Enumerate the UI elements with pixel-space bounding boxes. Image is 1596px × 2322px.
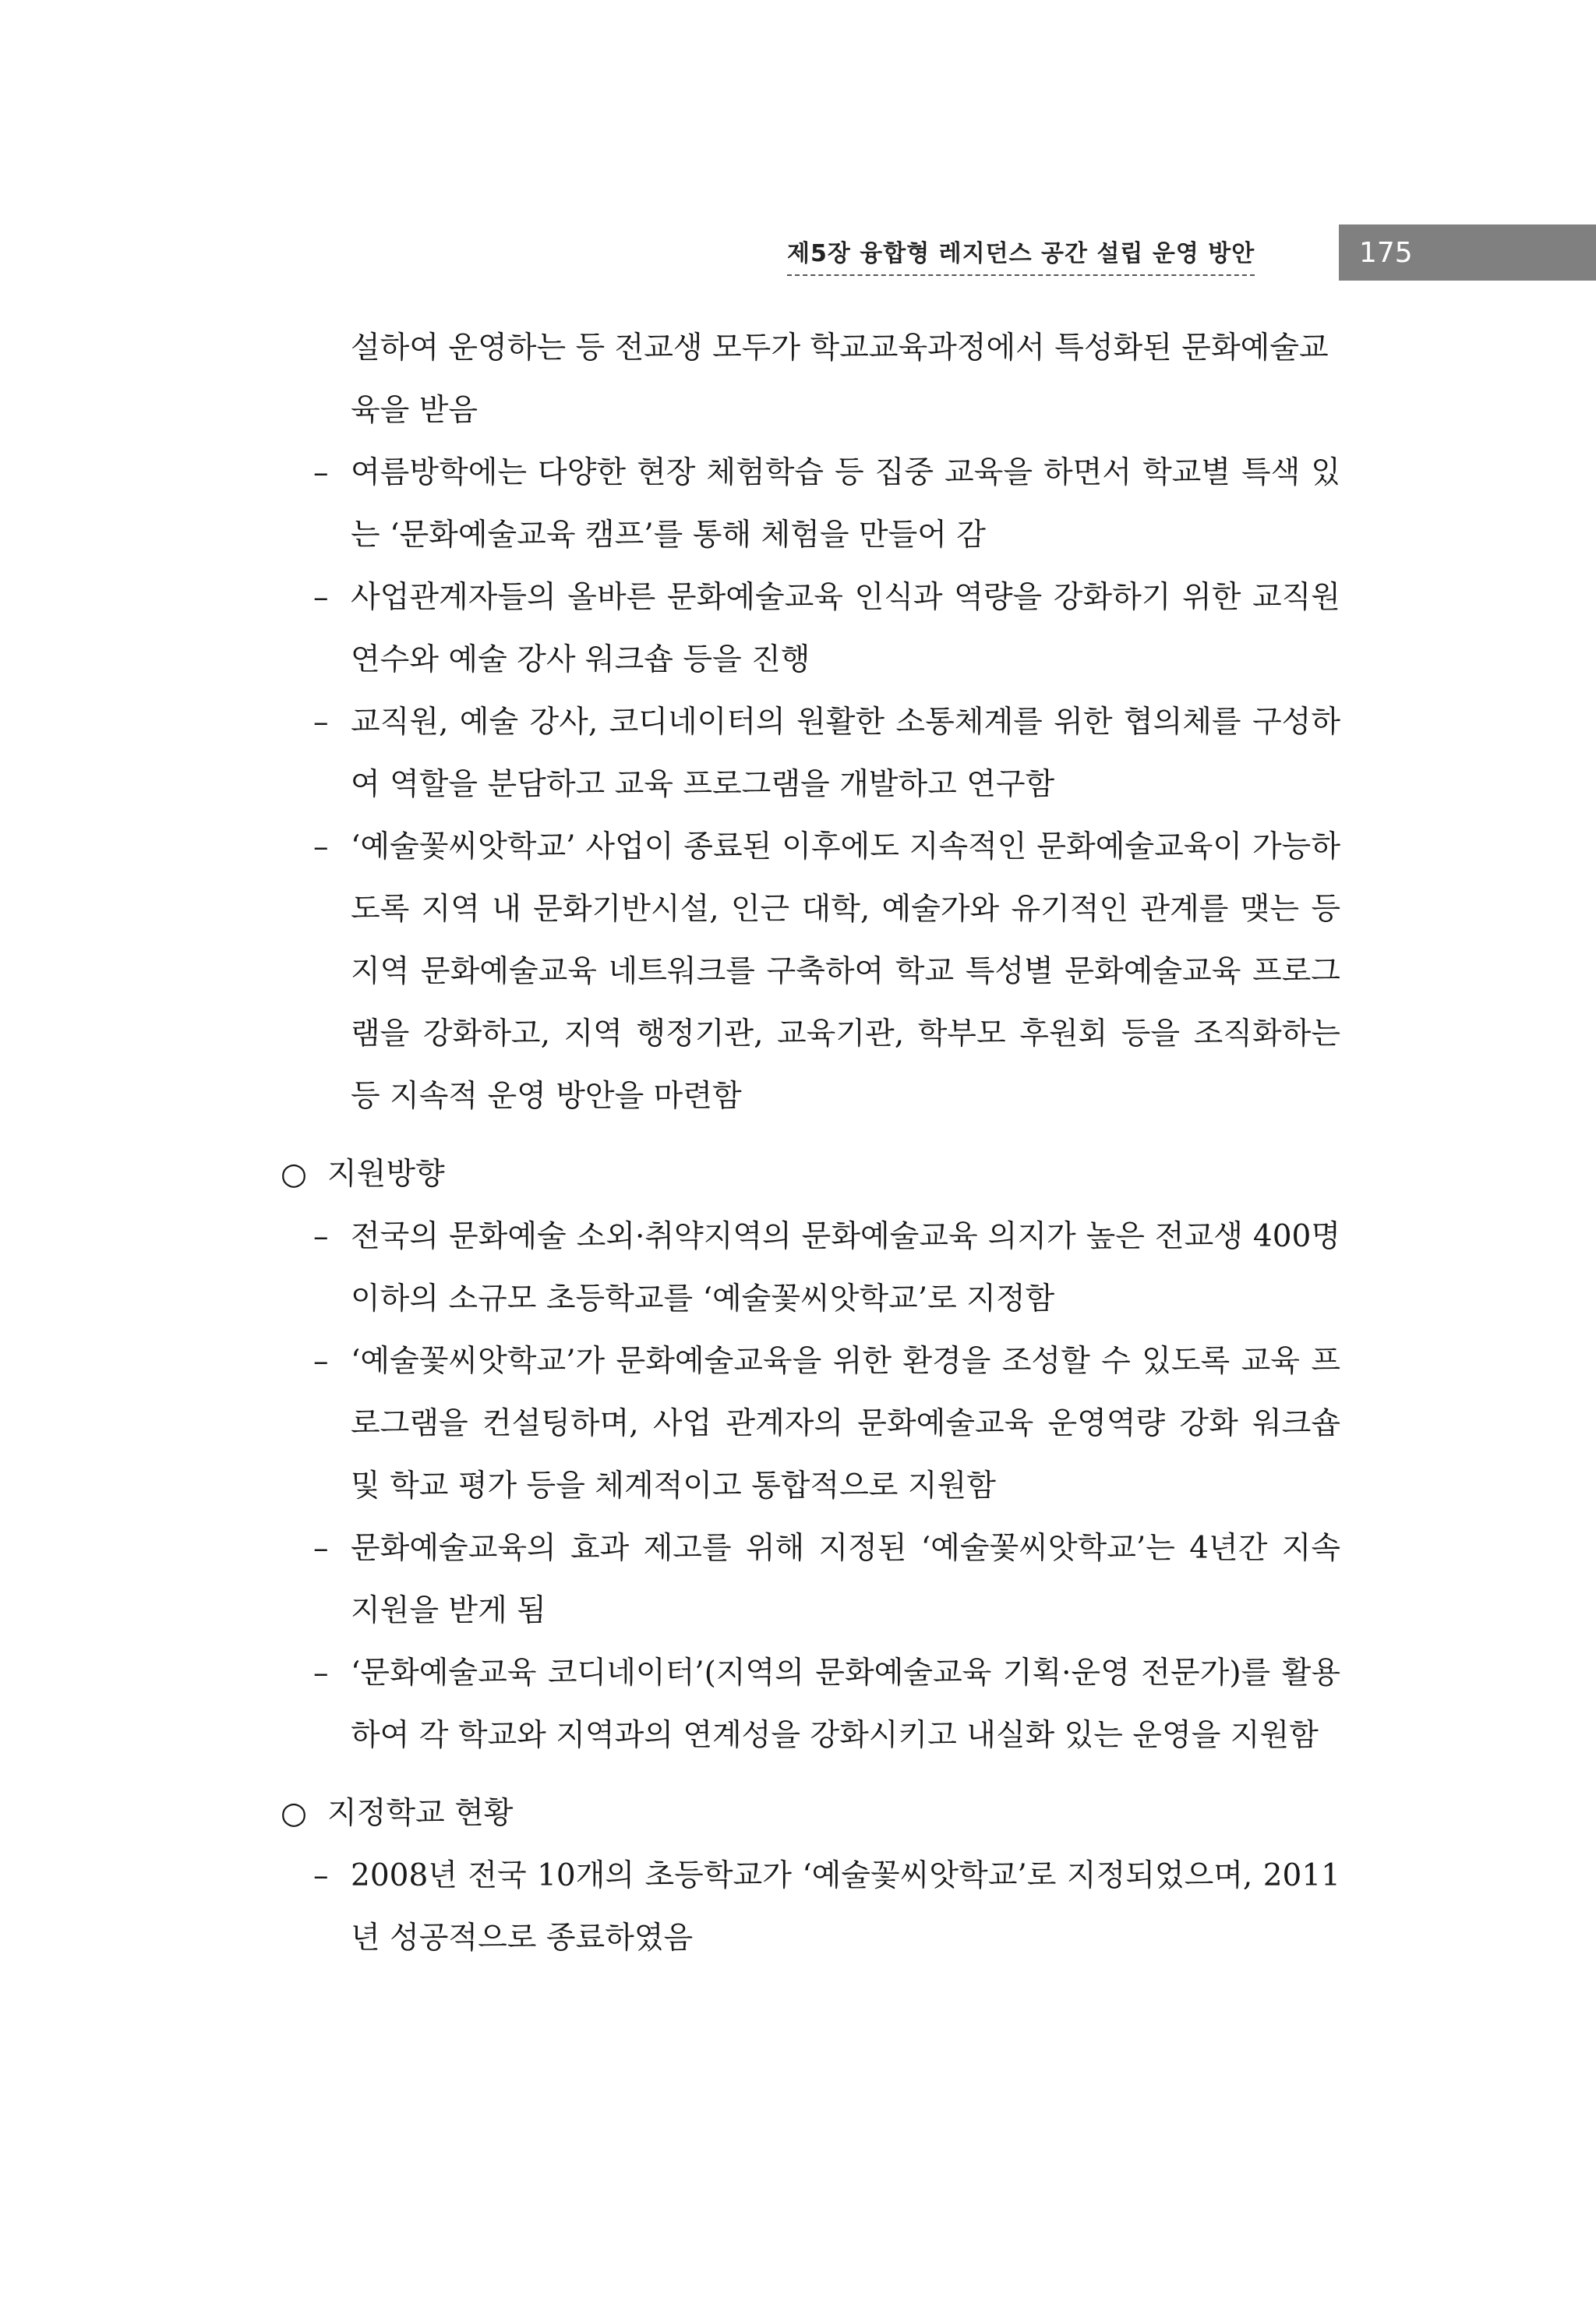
- section-heading-designated-schools: [281, 1783, 1340, 1845]
- list-item-text: ‘예술꽃씨앗학교’가 문화예술교육을 위한 환경을 조성할 수 있도록 교육 프로그램을 컨설팅하며, 사업 관계자의 문화예술교육 운영역량 강화 워크숍 및 학교 평가 등을 체계적이고 통합적으로 지원함: [351, 1344, 1340, 1504]
- circle-bullet-icon: ○: [281, 1157, 308, 1192]
- dash-marker: –: [313, 1344, 329, 1379]
- list-item: [281, 442, 1340, 567]
- list-item: [281, 1518, 1340, 1642]
- dash-marker: –: [313, 1656, 329, 1691]
- section-heading-support-direction: [281, 1143, 1340, 1206]
- dash-marker: –: [313, 829, 329, 864]
- list-item: [281, 1206, 1340, 1331]
- list-item: [281, 1331, 1340, 1518]
- dash-marker: –: [313, 1858, 329, 1893]
- list-item: [281, 1642, 1340, 1767]
- page-number-box: [1339, 224, 1596, 281]
- body-text: [281, 317, 1340, 1970]
- list-item-text: 전국의 문화예술 소외·취약지역의 문화예술교육 의지가 높은 전교생 400명 이하의 소규모 초등학교를 ‘예술꽃씨앗학교’로 지정함: [351, 1219, 1340, 1317]
- list-item-text: 2008년 전국 10개의 초등학교가 ‘예술꽃씨앗학교’로 지정되었으며, 2011년 성공적으로 종료하였음: [351, 1858, 1340, 1956]
- dash-marker: –: [313, 1219, 329, 1254]
- list-item: [281, 816, 1340, 1128]
- section-heading-text: 지정학교 현황: [327, 1796, 514, 1831]
- list-item-text: 교직원, 예술 강사, 코디네이터의 원활한 소통체계를 위한 협의체를 구성하여 역할을 분담하고 교육 프로그램을 개발하고 연구함: [351, 705, 1340, 802]
- list-item-text: ‘문화예술교육 코디네이터’(지역의 문화예술교육 기획·운영 전문가)를 활용하여 각 학교와 지역과의 연계성을 강화시키고 내실화 있는 운영을 지원함: [351, 1656, 1340, 1753]
- list-item-text: 여름방학에는 다양한 현장 체험학습 등 집중 교육을 하면서 학교별 특색 있는 ‘문화예술교육 캠프’를 통해 체험을 만들어 감: [351, 455, 1340, 553]
- dash-marker: –: [313, 580, 329, 615]
- dash-marker: –: [313, 705, 329, 740]
- list-item: [281, 567, 1340, 691]
- running-head-title: 제5장 융합형 레지던스 공간 설립 운영 방안: [787, 234, 1255, 276]
- continuation-paragraph: 설하여 운영하는 등 전교생 모두가 학교교육과정에서 특성화된 문화예술교육을 받음: [351, 330, 1329, 428]
- list-item: [281, 691, 1340, 816]
- circle-bullet-icon: ○: [281, 1796, 308, 1831]
- dash-marker: –: [313, 455, 329, 490]
- list-item-text: ‘예술꽃씨앗학교’ 사업이 종료된 이후에도 지속적인 문화예술교육이 가능하도록 지역 내 문화기반시설, 인근 대학, 예술가와 유기적인 관계를 맺는 등 지역 문화예술교육 네트워크를 구축하여 학교 특성별 문화예술교육 프로그램을 강화하고, 지역 행정기관, 교육기관, 학부모 후원회 등을 조직화하는 등 지속적 운영 방안을 마련함: [351, 829, 1340, 1114]
- list-item: [281, 1845, 1340, 1970]
- list-item-text: 문화예술교육의 효과 제고를 위해 지정된 ‘예술꽃씨앗학교’는 4년간 지속 지원을 받게 됨: [351, 1531, 1340, 1628]
- section-heading-text: 지원방향: [327, 1157, 445, 1192]
- dash-marker: –: [313, 1531, 329, 1566]
- page-number: 175: [1359, 236, 1413, 269]
- list-item-text: 사업관계자들의 올바른 문화예술교육 인식과 역량을 강화하기 위한 교직원연수와 예술 강사 워크숍 등을 진행: [351, 580, 1340, 677]
